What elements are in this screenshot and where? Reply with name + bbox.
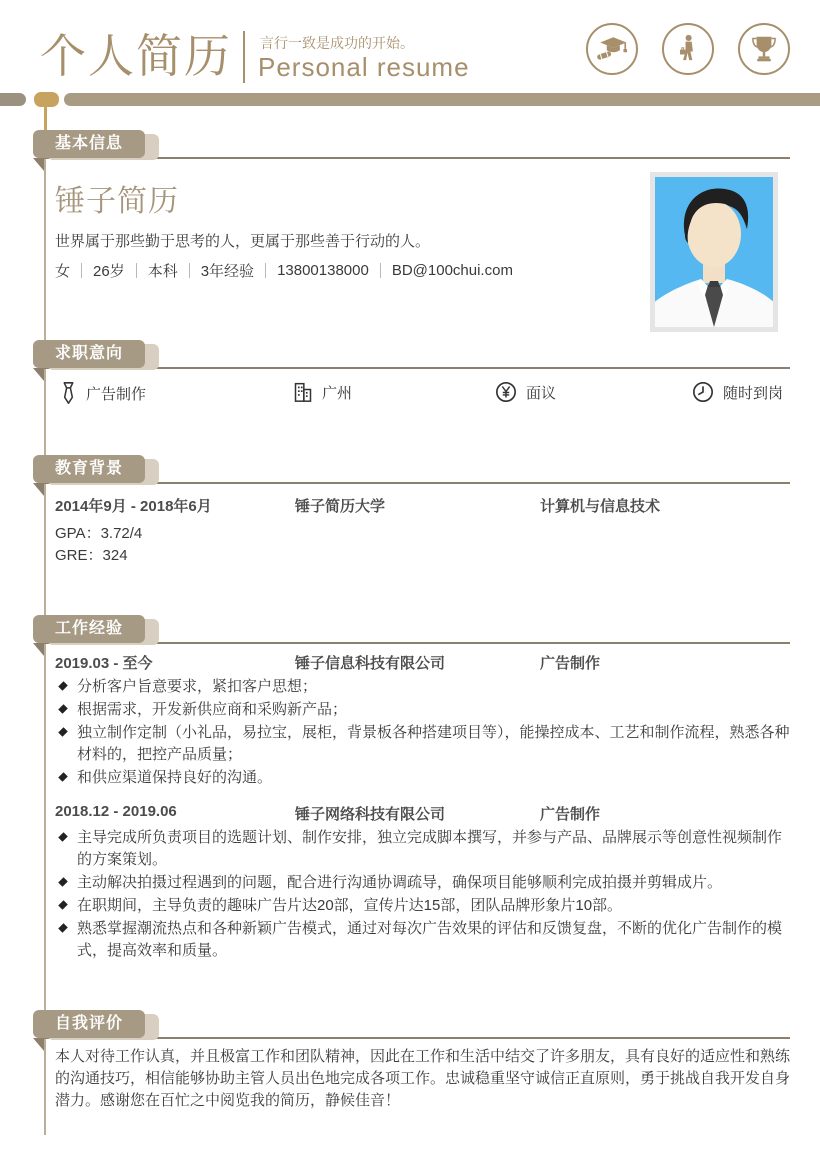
clock-icon (692, 381, 714, 403)
job-role: 广告制作 (540, 806, 601, 823)
intent-city-text: 广州 (322, 384, 353, 402)
section-tab (33, 615, 145, 643)
job-bullet-list (57, 827, 790, 963)
intent-availability (692, 381, 783, 403)
building-icon (293, 381, 313, 403)
job-bullet: 分析客户旨意要求，紧扣客户思想； (57, 676, 790, 698)
separator (81, 263, 82, 278)
section-tab-label: 求职意向 (33, 340, 145, 368)
tab-fold (33, 1038, 44, 1051)
job-header-row (0, 803, 820, 823)
intent-availability-text: 随时到岗 (723, 384, 784, 402)
detail-phone: 13800138000 (277, 262, 369, 279)
job-bullet: 主导完成所负责项目的选题计划、制作安排，独立完成脚本撰写，并参与产品、品牌展示等创意性视频制作的方案策划。 (57, 827, 790, 871)
timeline-gold-connector (44, 106, 47, 132)
job-period: 2018.12 - 2019.06 (55, 803, 177, 820)
job-bullet-list (57, 676, 790, 790)
yen-icon (495, 381, 517, 403)
detail-degree: 本科 (147, 263, 178, 280)
education-gpa: GPA：3.72/4 (55, 525, 143, 542)
separator (265, 263, 266, 278)
intent-city (293, 381, 352, 403)
topbar-gold-segment (34, 92, 59, 107)
topbar-gray-segment (0, 93, 26, 106)
detail-age: 26岁 (93, 263, 125, 280)
job-header-row (0, 652, 820, 672)
header-divider (243, 31, 245, 83)
topbar-main-segment (64, 93, 820, 106)
candidate-motto: 世界属于那些勤于思考的人，更属于那些善于行动的人。 (55, 233, 431, 250)
job-period: 2019.03 - 至今 (55, 655, 153, 672)
graduation-cap-icon (586, 23, 638, 75)
detail-gender: 女 (55, 263, 71, 280)
tab-fold (33, 158, 44, 171)
job-bullet: 主动解决拍摄过程遇到的问题，配合进行沟通协调疏导，确保项目能够顺利完成拍摄并剪辑成片。 (57, 872, 790, 894)
section-tab (33, 455, 145, 483)
education-gre: GRE：324 (55, 547, 128, 564)
detail-experience: 3年经验 (200, 263, 255, 280)
header-icons (586, 23, 790, 75)
businessman-icon (662, 23, 714, 75)
header-tagline: 言行一致是成功的开始。 (260, 35, 414, 51)
education-school: 锤子简历大学 (295, 498, 386, 515)
section-tab (33, 1010, 145, 1038)
candidate-details-row (55, 260, 513, 281)
header-subtitle: Personal resume (258, 52, 470, 82)
education-major: 计算机与信息技术 (540, 498, 661, 515)
section-tab-label: 工作经验 (33, 615, 145, 643)
intent-position (60, 381, 146, 405)
page-title: 个人简历 (40, 30, 232, 82)
trophy-icon (738, 23, 790, 75)
tab-fold (33, 368, 44, 381)
detail-email: BD@100chui.com (391, 262, 513, 279)
intent-salary (495, 381, 556, 403)
separator (136, 263, 137, 278)
job-bullet: 和供应渠道保持良好的沟通。 (57, 767, 790, 789)
intent-position-text: 广告制作 (86, 385, 147, 403)
candidate-name: 锤子简历 (55, 185, 179, 218)
section-tab-label: 教育背景 (33, 455, 145, 483)
job-role: 广告制作 (540, 655, 601, 672)
job-company: 锤子信息科技有限公司 (295, 655, 446, 672)
separator (380, 263, 381, 278)
job-bullet: 熟悉掌握潮流热点和各种新颖广告模式，通过对每次广告效果的评估和反馈复盘，不断的优化广告制作的模式，提高效率和质量。 (57, 918, 790, 962)
section-tab (33, 130, 145, 158)
section-tab-label: 自我评价 (33, 1010, 145, 1038)
avatar-photo (650, 172, 778, 332)
education-period: 2014年9月 - 2018年6月 (55, 498, 212, 515)
separator (189, 263, 190, 278)
job-company: 锤子网络科技有限公司 (295, 806, 446, 823)
section-tab-label: 基本信息 (33, 130, 145, 158)
intent-salary-text: 面议 (526, 384, 557, 402)
tie-icon (60, 381, 77, 405)
job-bullet: 独立制作定制（小礼品，易拉宝，展柜，背景板各种搭建项目等），能操控成本、工艺和制作流程，熟悉各种材料的，把控产品质量； (57, 722, 790, 766)
job-bullet: 根据需求，开发新供应商和采购新产品； (57, 699, 790, 721)
self-evaluation-text: 本人对待工作认真，并且极富工作和团队精神，因此在工作和生活中结交了许多朋友，具有良好的适应性和熟练的沟通技巧，相信能够协助主管人员出色地完成各项工作。忠诚稳重坚守诚信正直原则，勇于挑战自我开发自身潜力。感谢您在百忙之中阅览我的简历，静候佳音！ (55, 1048, 791, 1109)
section-tab (33, 340, 145, 368)
education-header-row (0, 495, 820, 515)
job-bullet: 在职期间，主导负责的趣味广告片达20部，宣传片达15部，团队品牌形象片10部。 (57, 895, 790, 917)
